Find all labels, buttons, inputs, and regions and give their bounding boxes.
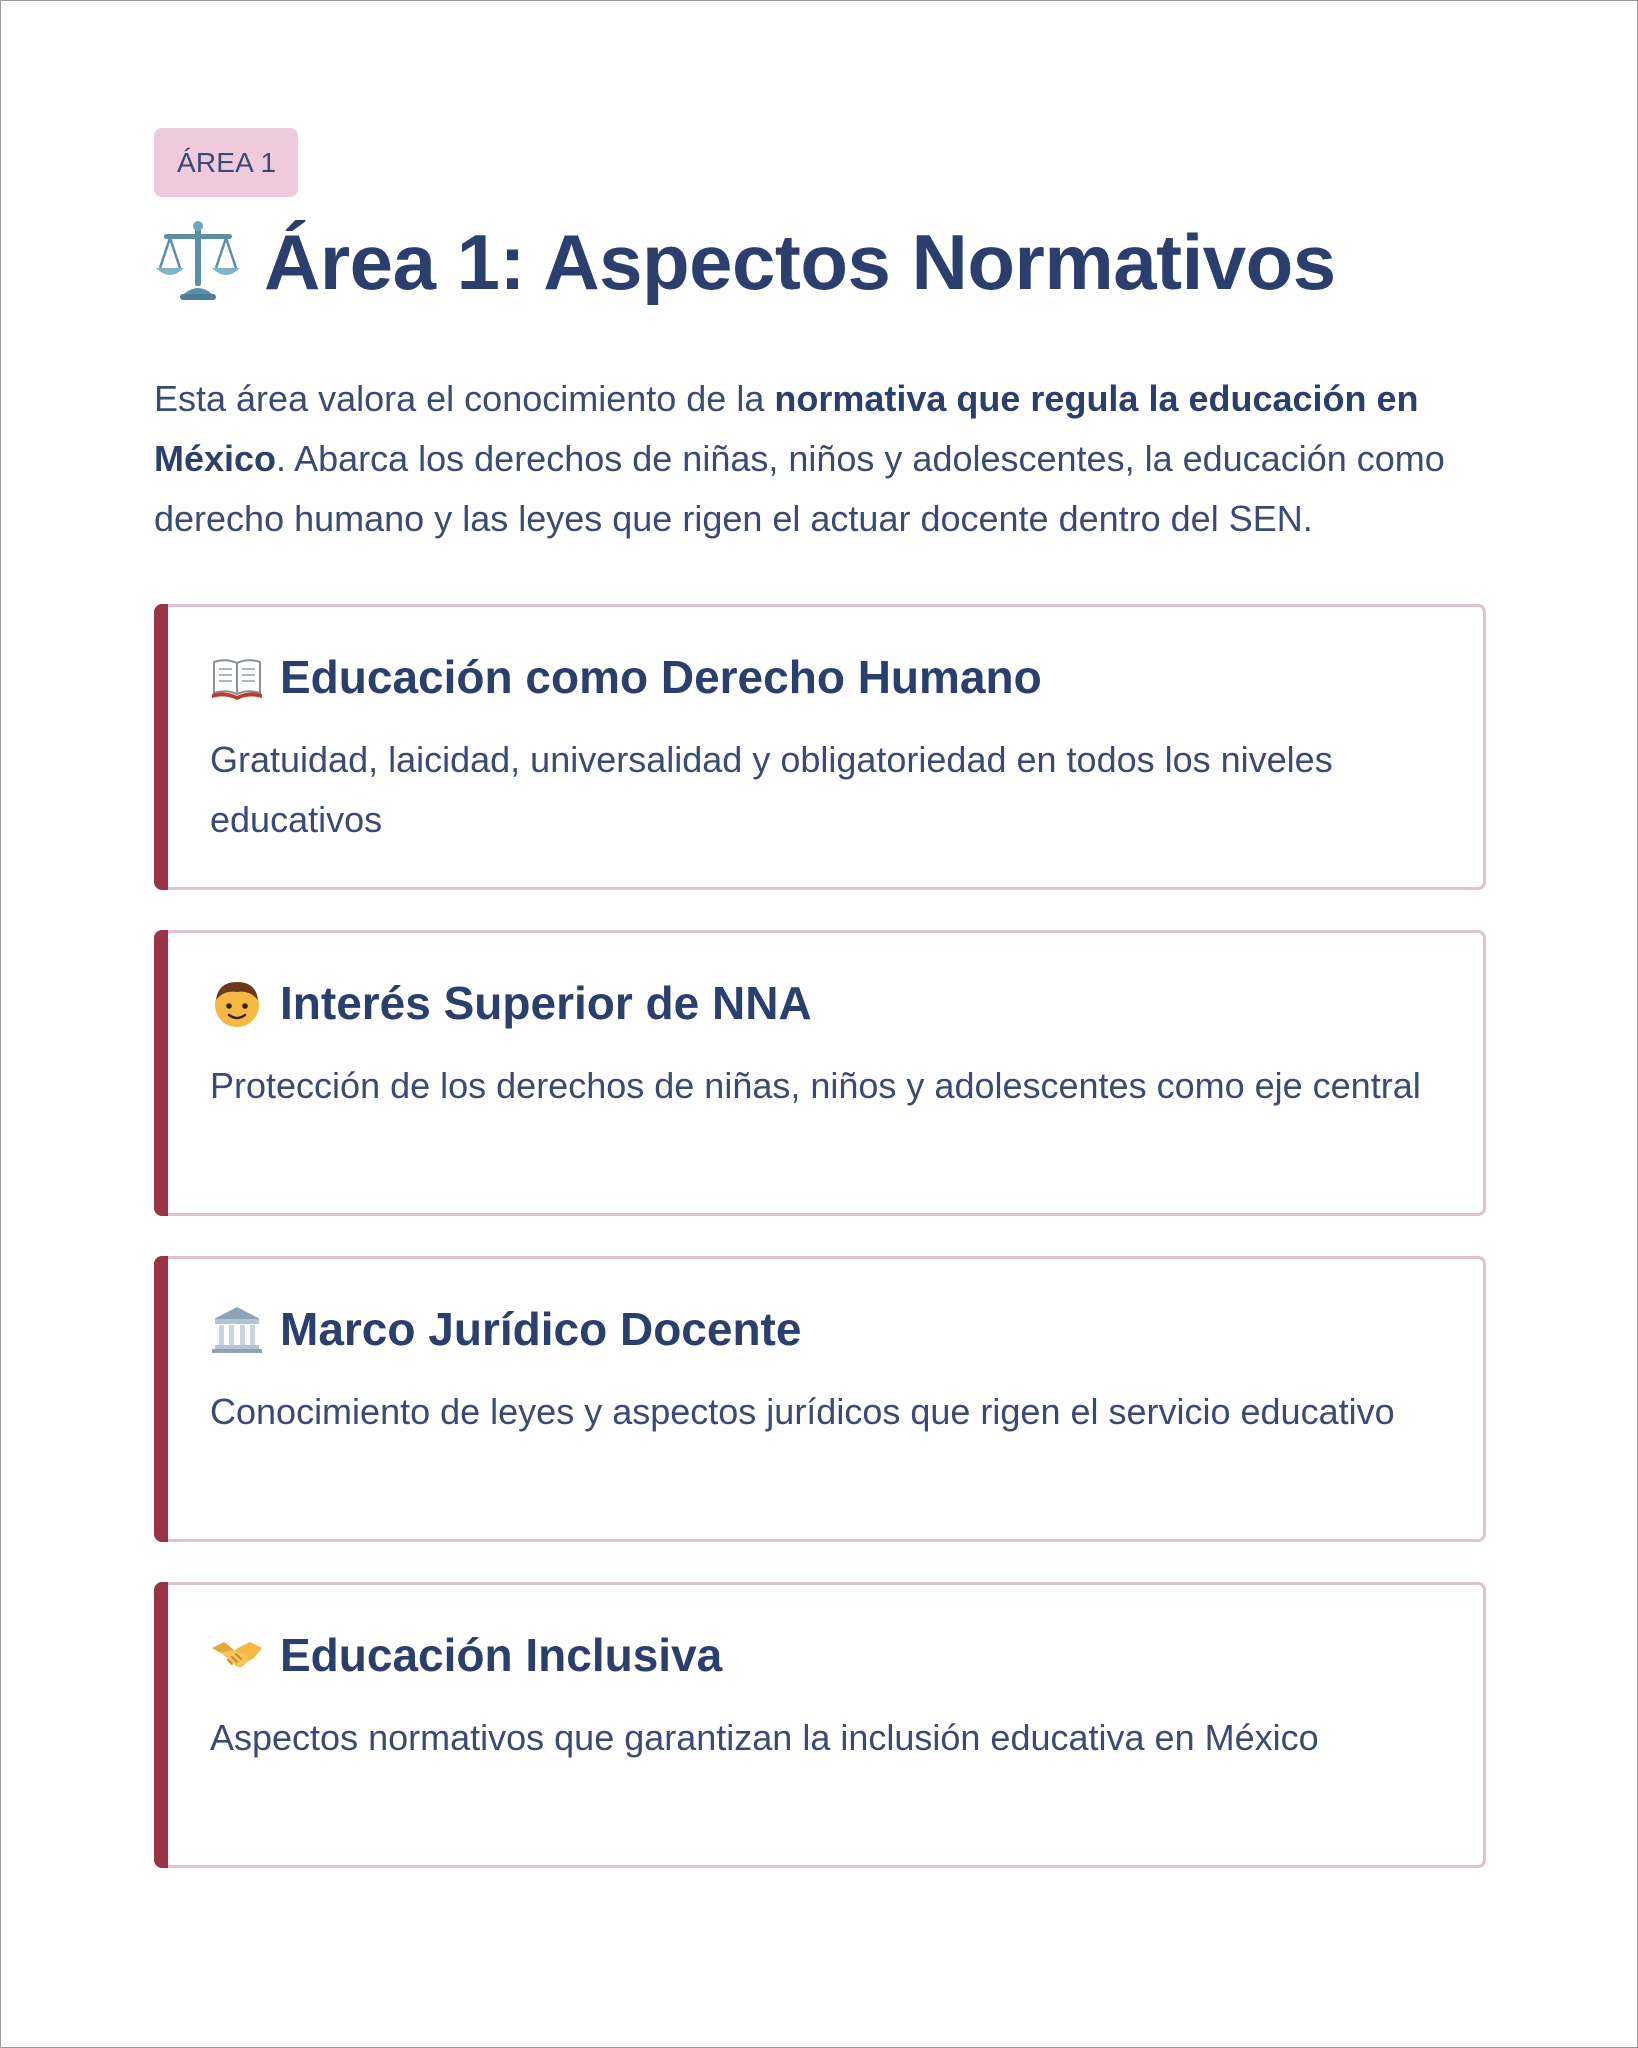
card-description: Conocimiento de leyes y aspectos jurídicos que rigen el servicio educativo [210,1391,1395,1432]
card-title: Marco Jurídico Docente [280,1303,802,1355]
card-description: Aspectos normativos que garantizan la inclusión educativa en México [210,1717,1319,1758]
topic-card-derecho-humano [154,604,1486,890]
page-title [154,213,1486,311]
card-title: Educación como Derecho Humano [280,651,1042,703]
card-description: Gratuidad, laicidad, universalidad y obligatoriedad en todos los niveles educativos [210,739,1333,840]
card-header [210,1626,1443,1684]
handshake-icon [210,1628,264,1682]
classical-building-icon [210,1302,264,1356]
card-header [210,648,1443,706]
intro-text-start: Esta área valora el conocimiento de la [154,378,775,419]
card-description: Protección de los derechos de niñas, niños y adolescentes como eje central [210,1065,1421,1106]
intro-text-end: . Abarca los derechos de niñas, niños y adolescentes, la educación como derecho humano y las leyes que rigen el actuar docente dentro del SEN. [154,438,1445,539]
intro-text-bold: normativa que regula la educación en México [154,378,1419,479]
balance-scale-icon [154,218,242,306]
card-title: Interés Superior de NNA [280,977,812,1029]
card-header [210,974,1443,1032]
intro-paragraph [154,369,1484,549]
card-header [210,1300,1443,1358]
open-book-icon [210,650,264,704]
page-title-text: Área 1: Aspectos Normativos [264,217,1336,306]
area-badge: ÁREA 1 [154,128,298,197]
card-title: Educación Inclusiva [280,1629,723,1681]
topic-card-marco-juridico [154,1256,1486,1542]
topic-cards [154,604,1486,1868]
area-content [154,128,1486,1908]
topic-card-educacion-inclusiva [154,1582,1486,1868]
topic-card-interes-superior [154,930,1486,1216]
child-icon [210,976,264,1030]
